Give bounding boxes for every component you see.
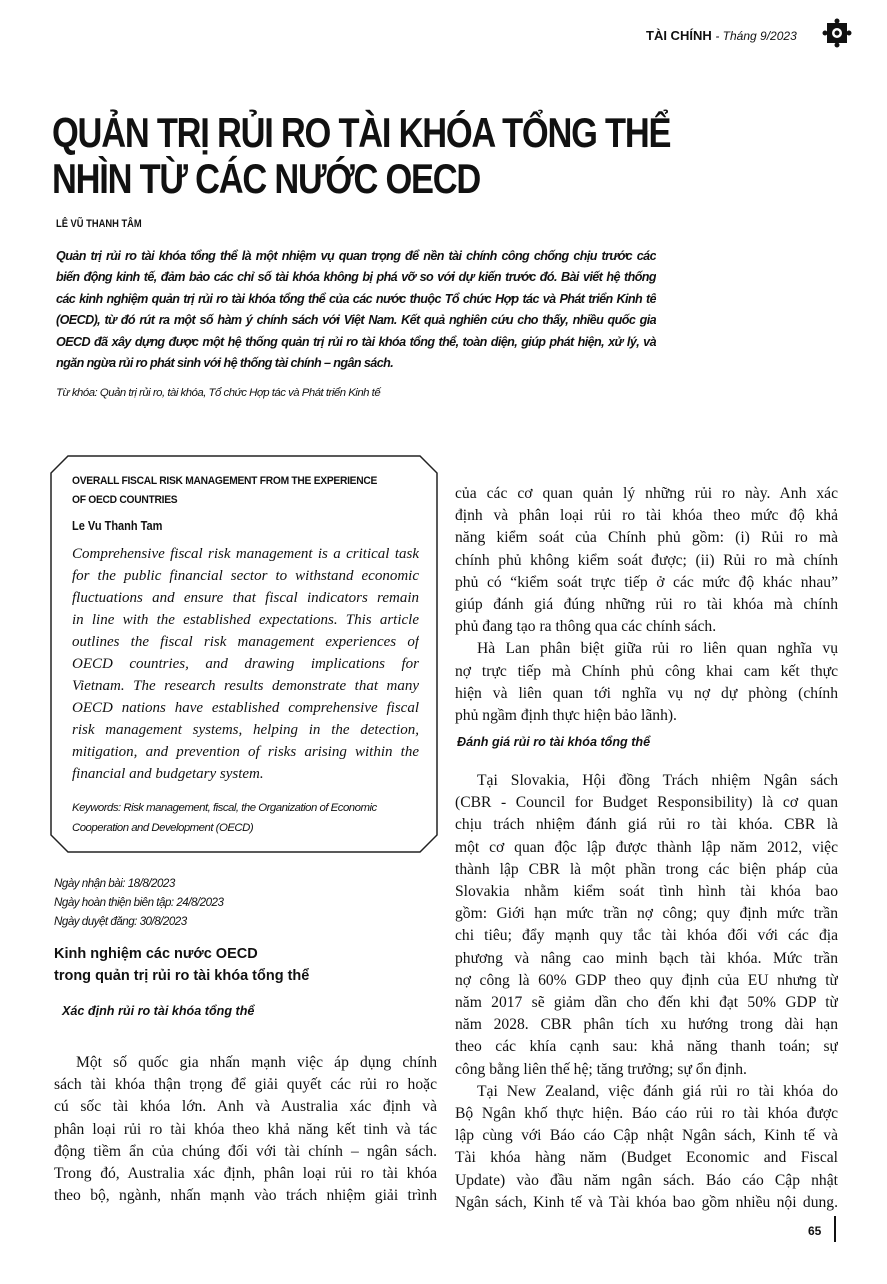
title-line: QUẢN TRỊ RỦI RO TÀI KHÓA TỔNG THỂ: [52, 109, 671, 156]
text-line: theo bộ, ngành, nhấn mạnh vào trách nhiệm giải trình: [54, 1187, 437, 1205]
text-line: của các cơ quan quản lý những rủi ro này. Anh xác: [455, 485, 838, 502]
english-abstract: [72, 543, 419, 785]
keywords-vi: Từ khóa: Quản trị rủi ro, tài khóa, Tổ chức Hợp tác và Phát triển Kinh tế: [56, 387, 381, 399]
text-line: động tiềm ẩn của chúng đối với tài chính – ngân sách.: [54, 1142, 437, 1160]
text-line: phân loại rủi ro tài khóa theo khả năng kết tinh và tác: [54, 1120, 437, 1138]
text-line: gồm: Giới hạn mức trần nợ công; quy định mức trần: [455, 905, 838, 923]
text-line: Slovakia nhằm kiểm soát tình hình tài khóa bao: [455, 883, 838, 901]
subheading-assess: Đánh giá rủi ro tài khóa tổng thể: [457, 735, 651, 749]
text-line: hiện và liên quan tới nghĩa vụ nợ dự phòng (chính: [455, 684, 838, 702]
text-line: ngăn ngừa rủi ro phát sinh với hệ thống tài chính – ngân sách.: [56, 356, 394, 371]
article-title: [52, 110, 670, 202]
text-line: Comprehensive fiscal risk management is a critical task: [72, 546, 419, 562]
author: LÊ VŨ THANH TÂM: [56, 218, 142, 230]
text-line: nợ công là 60% GDP theo quy định của EU nhưng từ: [455, 971, 838, 989]
section-heading-line: trong quản trị rủi ro tài khóa tổng thể: [54, 968, 310, 984]
text-line: năm 2028. CBR phân tích xu hướng trong dài hạn: [455, 1016, 838, 1034]
text-line: biến động kinh tế, đảm bảo các chỉ số tài khóa không bị phá vỡ so với dự kiến trước đó. Bài viết hệ thống: [56, 270, 656, 285]
issue-date: - Tháng 9/2023: [715, 29, 797, 43]
english-keywords-line: Keywords: Risk management, fiscal, the Organization of Economic: [72, 802, 377, 814]
text-line: chính phủ không kiểm soát được; (ii) Rủi ro mà chính: [455, 551, 838, 569]
title-line: NHÌN TỪ CÁC NƯỚC OECD: [52, 155, 481, 202]
text-line: một cơ quan độc lập được thành lập năm 2012, việc: [455, 838, 838, 856]
abstract-vi: [56, 246, 656, 374]
text-line: OECD nations have established comprehensive fiscal: [72, 700, 419, 716]
text-line: Một số quốc gia nhấn mạnh việc áp dụng chính: [76, 1054, 437, 1071]
text-line: Tại New Zealand, việc đánh giá rủi ro tài khóa do: [477, 1082, 838, 1100]
text-line: outlines the fiscal risk management experiences of: [72, 634, 419, 650]
date-edited: Ngày hoàn thiện biên tập: 24/8/2023: [54, 896, 224, 909]
magazine-name: TÀI CHÍNH: [646, 28, 712, 43]
running-header: [646, 28, 797, 43]
text-line: cú sốc tài khóa lớn. Anh và Australia xác định và: [54, 1098, 437, 1116]
text-line: for the public financial sector to withstand economic: [72, 568, 419, 584]
text-line: Update) vào đầu năm ngân sách. Báo cáo Cập nhật: [455, 1171, 838, 1189]
left-column-body: [54, 1052, 437, 1207]
subheading-identify: Xác định rủi ro tài khóa tổng thể: [62, 1004, 255, 1018]
text-line: risk management systems, helping in the detection,: [72, 722, 419, 738]
english-keywords-line: Cooperation and Development (OECD): [72, 822, 254, 834]
text-line: Ngân sách, Kinh tế và Tài khóa bao gồm nhiều nội dung.: [455, 1193, 838, 1211]
english-title-line: OVERALL FISCAL RISK MANAGEMENT FROM THE EXPERIENCE: [72, 475, 378, 487]
text-line: (CBR - Council for Budget Responsibility) là cơ quan: [455, 794, 838, 812]
text-line: chịu trách nhiệm đánh giá rủi ro tài khóa. CBR là: [455, 816, 838, 834]
right-column-body-1: [455, 483, 838, 727]
english-author: Le Vu Thanh Tam: [72, 519, 163, 533]
text-line: các kinh nghiệm quản trị rủi ro tài khóa tổng thể của các nước thuộc Tổ chức Hợp tác và Phát triển Kinh tế: [56, 291, 656, 306]
right-column-body-2: [455, 770, 838, 1214]
text-line: giúp đánh giá đúng những rủi ro tài khóa mà chính: [455, 596, 838, 614]
page-number: 65: [808, 1224, 822, 1238]
text-line: năm 2017 sẽ giảm dần cho đến khi đạt 50% GDP từ: [455, 994, 838, 1012]
text-line: theo các khía cạnh sau: khả năng thanh toán; sự: [455, 1038, 838, 1056]
text-line: Bộ Ngân khố thực hiện. Báo cáo rủi ro tài khóa được: [455, 1105, 838, 1123]
text-line: Trong đó, Australia xác định, phân loại rủi ro tài khóa: [54, 1165, 437, 1183]
text-line: (OECD), từ đó rút ra một số hàm ý chính sách với Việt Nam. Kết quả nghiên cứu cho thấy, nhiều quốc gia: [56, 313, 656, 328]
english-title: [72, 472, 377, 510]
text-line: in line with the established expectations. This article: [72, 612, 419, 628]
text-line: phương và nâng cao minh bạch tài khóa. Mức trần: [455, 949, 838, 967]
article-dates: [54, 874, 223, 931]
english-keywords: [72, 798, 422, 838]
date-approved: Ngày duyệt đăng: 30/8/2023: [54, 915, 187, 928]
text-line: công bằng liên thế hệ; tăng trưởng; sự ổn định.: [455, 1060, 747, 1078]
text-line: năng kiểm soát của Chính phủ gồm: (i) Rủi ro mà: [455, 529, 838, 547]
text-line: OECD đã xây dựng được một hệ thống quản trị rủi ro tài khóa tổng thể, toàn diện, giúp phát hiện, xử lý, và: [56, 334, 656, 349]
text-line: Tài khóa hàng năm (Budget Economic and Fiscal: [455, 1149, 838, 1167]
text-line: phủ ngầm định thực hiện bảo lãnh).: [455, 707, 677, 725]
text-line: financial and budgetary system.: [72, 766, 264, 782]
page-number-rule: [834, 1216, 836, 1242]
text-line: nợ trực tiếp mà Chính phủ công khai cam kết thực: [455, 662, 838, 680]
text-line: Tại Slovakia, Hội đồng Trách nhiệm Ngân sách: [477, 772, 838, 789]
text-line: Hà Lan phân biệt giữa rủi ro liên quan nghĩa vụ: [477, 640, 838, 658]
text-line: chi tiêu; đẩy mạnh quy tắc tài khóa đối với các địa: [455, 927, 838, 945]
text-line: mitigation, and prevention of risks arising within the: [72, 744, 419, 760]
text-line: Vietnam. The research results demonstrate that many: [72, 678, 419, 694]
text-line: phủ đang tạo ra thông qua các chính sách.: [455, 618, 717, 636]
section-heading-line: Kinh nghiệm các nước OECD: [54, 946, 258, 962]
text-line: phủ có “kiểm soát trực tiếp ở các mức độ khác nhau”: [455, 573, 838, 591]
text-line: thành lập CBR là một phần trong các biện pháp của: [455, 860, 838, 878]
text-line: Quản trị rủi ro tài khóa tổng thể là một nhiệm vụ quan trọng để nền tài chính công chống chịu trước các: [56, 249, 656, 263]
section-heading: [54, 943, 309, 987]
magazine-logo-icon: [822, 18, 852, 48]
english-title-line: OF OECD COUNTRIES: [72, 494, 178, 506]
text-line: định và phân loại rủi ro tài khóa theo mức độ khả: [455, 507, 838, 525]
text-line: OECD countries, and drawing implications for: [72, 656, 419, 672]
date-received: Ngày nhận bài: 18/8/2023: [54, 877, 175, 890]
text-line: sách tài khóa thận trọng để giải quyết các rủi ro hoặc: [54, 1076, 437, 1094]
text-line: lập cùng với Báo cáo Cập nhật Ngân sách, Kinh tế và: [455, 1127, 838, 1145]
text-line: fluctuations and ensure that fiscal indicators remain: [72, 590, 419, 606]
